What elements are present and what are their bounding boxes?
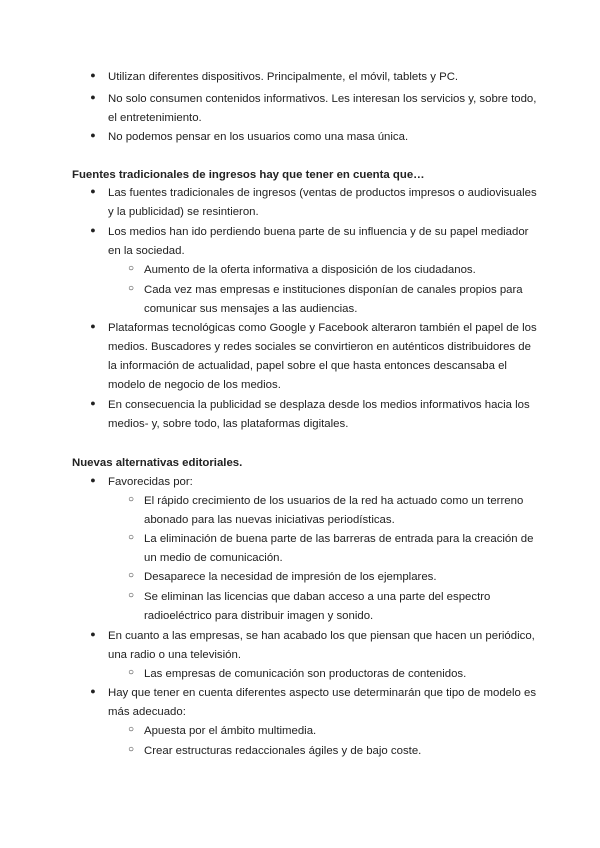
section-heading: Fuentes tradicionales de ingresos hay que tener en cuenta que… — [72, 169, 425, 181]
list-item-line: la información de actualidad, papel sobre el que hasta entonces descansaba el — [108, 360, 507, 372]
bullet-circle-icon: ○ — [127, 263, 135, 274]
bullet-circle-icon: ○ — [127, 724, 135, 735]
bullet-dot-icon: ● — [90, 686, 96, 696]
bullet-circle-icon: ○ — [127, 532, 135, 543]
bullet-circle-icon: ○ — [127, 667, 135, 678]
bullet-dot-icon: ● — [90, 186, 96, 196]
list-item-line: medios. Buscadores y redes sociales se convirtieron en auténticos distribuidores de — [108, 341, 531, 353]
sub-item-line: Se eliminan las licencias que daban acceso a una parte del espectro — [144, 591, 491, 603]
sub-item-line: Las empresas de comunicación son productoras de contenidos. — [144, 668, 467, 680]
list-item-line: Hay que tener en cuenta diferentes aspecto use determinarán que tipo de modelo es — [108, 687, 537, 699]
bullet-dot-icon: ● — [90, 629, 96, 639]
list-item-line: Las fuentes tradicionales de ingresos (ventas de productos impresos o audiovisuales — [108, 187, 537, 199]
bullet-dot-icon: ● — [90, 70, 96, 80]
list-item-line: En cuanto a las empresas, se han acabado los que piensan que hacen un periódico, — [108, 630, 535, 642]
sub-item-line: Desaparece la necesidad de impresión de los ejemplares. — [144, 571, 437, 583]
bullet-circle-icon: ○ — [127, 570, 135, 581]
bullet-circle-icon: ○ — [127, 744, 135, 755]
list-item-line: Los medios han ido perdiendo buena parte de su influencia y de su papel mediador — [108, 226, 529, 238]
bullet-dot-icon: ● — [90, 398, 96, 408]
list-item-line: en la sociedad. — [108, 245, 185, 257]
sub-item-line: Apuesta por el ámbito multimedia. — [144, 725, 317, 737]
list-item-line: medios- y, sobre todo, las plataformas digitales. — [108, 418, 349, 430]
sub-item-line: Crear estructuras redaccionales ágiles y de bajo coste. — [144, 745, 422, 757]
bullet-circle-icon: ○ — [127, 494, 135, 505]
bullet-dot-icon: ● — [90, 475, 96, 485]
sub-item-line: Cada vez mas empresas e instituciones disponían de canales propios para — [144, 284, 523, 296]
list-item-line: No podemos pensar en los usuarios como una masa única. — [108, 131, 409, 143]
list-item-line: modelo de negocio de los medios. — [108, 379, 281, 391]
list-item-line: Plataformas tecnológicas como Google y Facebook alteraron también el papel de los — [108, 322, 537, 334]
list-item-line: En consecuencia la publicidad se desplaza desde los medios informativos hacia los — [108, 399, 530, 411]
sub-item-line: El rápido crecimiento de los usuarios de la red ha actuado como un terreno — [144, 495, 524, 507]
bullet-circle-icon: ○ — [127, 590, 135, 601]
sub-item-line: abonado para las nuevas iniciativas periodísticas. — [144, 514, 395, 526]
bullet-dot-icon: ● — [90, 321, 96, 331]
list-item-line: Favorecidas por: — [108, 476, 193, 488]
list-item-line: una radio o una televisión. — [108, 649, 241, 661]
bullet-dot-icon: ● — [90, 225, 96, 235]
bullet-circle-icon: ○ — [127, 283, 135, 294]
bullet-dot-icon: ● — [90, 92, 96, 102]
list-item-line: No solo consumen contenidos informativos. Les interesan los servicios y, sobre todo, — [108, 93, 537, 105]
list-item-line: Utilizan diferentes dispositivos. Principalmente, el móvil, tablets y PC. — [108, 71, 459, 83]
bullet-dot-icon: ● — [90, 130, 96, 140]
list-item-line: el entretenimiento. — [108, 112, 202, 124]
sub-item-line: un medio de comunicación. — [144, 552, 283, 564]
sub-item-line: radioeléctrico para distribuir imagen y sonido. — [144, 610, 374, 622]
sub-item-line: La eliminación de buena parte de las barreras de entrada para la creación de — [144, 533, 534, 545]
list-item-line: más adecuado: — [108, 706, 186, 718]
list-item-line: y la publicidad) se resintieron. — [108, 206, 259, 218]
sub-item-line: comunicar sus mensajes a las audiencias. — [144, 303, 358, 315]
sub-item-line: Aumento de la oferta informativa a disposición de los ciudadanos. — [144, 264, 476, 276]
section-heading: Nuevas alternativas editoriales. — [72, 457, 243, 469]
